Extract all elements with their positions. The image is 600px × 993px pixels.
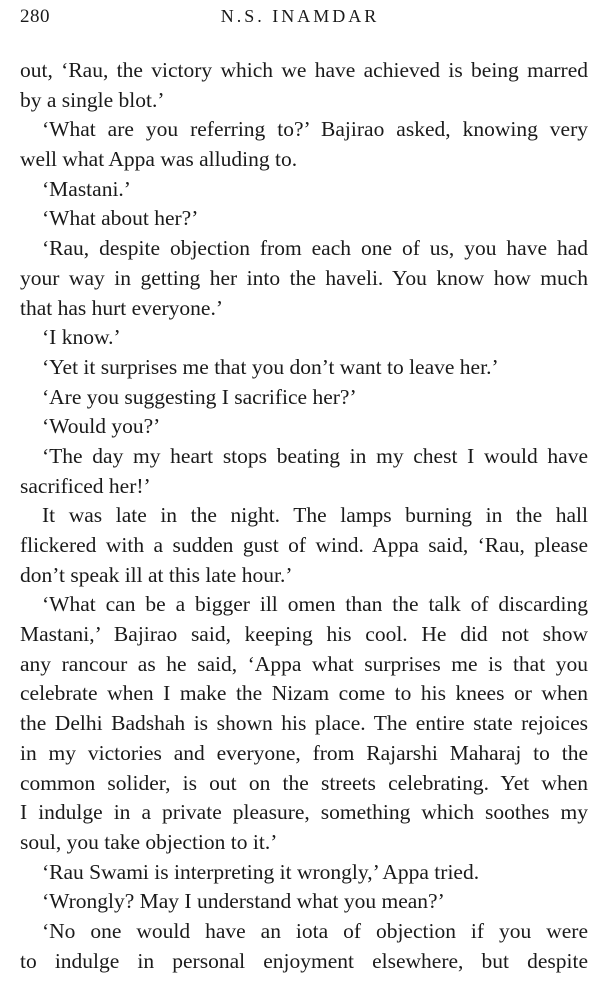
running-head: N.S. INAMDAR bbox=[220, 6, 380, 26]
text-line: soul, you take objection to it.’ bbox=[20, 829, 278, 854]
text-line: well what Appa was alluding to. bbox=[20, 147, 298, 172]
text-line: ‘I know.’ bbox=[42, 325, 121, 350]
page-header bbox=[20, 6, 580, 34]
text-line: by a single blot.’ bbox=[20, 87, 165, 112]
text-line: ‘No one would have an iota of objection if you were bbox=[42, 918, 588, 943]
text-line: ‘Rau Swami is interpreting it wrongly,’ Appa tried. bbox=[42, 859, 480, 884]
text-line: your way in getting her into the haveli. You know how much bbox=[20, 265, 588, 290]
text-line: ‘Rau, despite objection from each one of us, you have had bbox=[42, 236, 588, 261]
text-line: flickered with a sudden gust of wind. Appa said, ‘Rau, please bbox=[20, 533, 588, 557]
text-line: celebrate when I make the Nizam come to his knees or when bbox=[20, 681, 588, 706]
text-line: ‘What can be a bigger ill omen than the talk of discarding bbox=[42, 592, 588, 617]
text-line: ‘Are you suggesting I sacrifice her?’ bbox=[42, 384, 357, 409]
text-line: Mastani,’ Bajirao said, keeping his cool. He did not show bbox=[20, 622, 588, 647]
text-line: ‘Would you?’ bbox=[42, 414, 161, 439]
text-line: ‘The day my heart stops beating in my chest I would have bbox=[42, 443, 588, 468]
page-number: 280 bbox=[20, 6, 50, 27]
text-line: ‘Yet it surprises me that you don’t want to leave her.’ bbox=[42, 354, 499, 379]
text-line: common solider, is out on the streets celebrating. Yet when bbox=[20, 770, 588, 795]
text-line: sacrificed her!’ bbox=[20, 473, 151, 498]
text-line: It was late in the night. The lamps burning in the hall bbox=[42, 503, 588, 528]
text-line: ‘Wrongly? May I understand what you mean?’ bbox=[42, 889, 445, 914]
text-line: ‘What are you referring to?’ Bajirao asked, knowing very bbox=[42, 117, 588, 142]
text-line: I indulge in a private pleasure, something which soothes my bbox=[20, 800, 588, 825]
body-text bbox=[20, 56, 588, 976]
text-line: ‘Mastani.’ bbox=[42, 176, 131, 201]
text-line: the Delhi Badshah is shown his place. The entire state rejoices bbox=[20, 711, 588, 736]
text-line: out, ‘Rau, the victory which we have achieved is being marred bbox=[20, 58, 588, 82]
text-line: don’t speak ill at this late hour.’ bbox=[20, 562, 293, 587]
text-line: to indulge in personal enjoyment elsewhere, but despite bbox=[20, 948, 588, 973]
text-line: that has hurt everyone.’ bbox=[20, 295, 223, 320]
text-line: any rancour as he said, ‘Appa what surprises me is that you bbox=[20, 651, 588, 676]
text-line: ‘What about her?’ bbox=[42, 206, 199, 231]
text-line: in my victories and everyone, from Rajarshi Maharaj to the bbox=[20, 740, 588, 765]
